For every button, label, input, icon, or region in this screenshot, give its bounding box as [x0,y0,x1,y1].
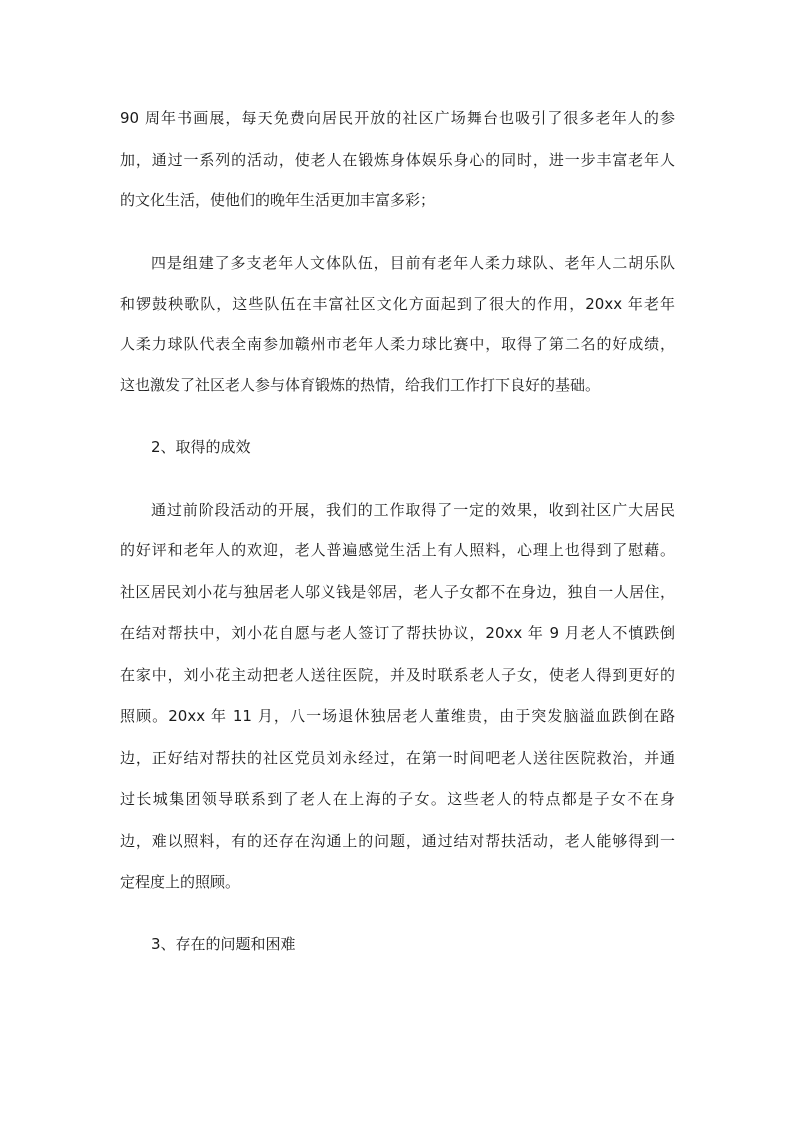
paragraph-line: 和锣鼓秧歌队，这些队伍在丰富社区文化方面起到了很大的作用，20xx 年老年 [120,295,675,313]
paragraph-line: 定程度上的照顾。 [120,873,241,891]
paragraph-line: 过长城集团领导联系到了老人在上海的子女。这些老人的特点都是子女不在身 [120,790,675,808]
paragraph-line: 边，正好结对帮扶的社区党员刘永经过，在第一时间吧老人送往医院救治，并通 [120,749,675,767]
paragraph-line: 边，难以照料，有的还存在沟通上的问题，通过结对帮扶活动，老人能够得到一 [120,832,675,850]
paragraph-line: 的好评和老年人的欢迎，老人普遍感觉生活上有人照料，心理上也得到了慰藉。 [120,541,675,559]
paragraph-line: 通过前阶段活动的开展，我们的工作取得了一定的效果，收到社区广大居民 [151,501,675,519]
paragraph-line: 照顾。20xx 年 11 月，八一场退休独居老人董维贵，由于突发脑溢血跌倒在路 [120,707,675,725]
paragraph-line: 的文化生活，使他们的晚年生活更加丰富多彩； [120,191,436,209]
paragraph-line: 社区居民刘小花与独居老人邬义钱是邻居，老人子女都不在身边，独自一人居住， [120,583,675,601]
paragraph-line: 人柔力球队代表全南参加赣州市老年人柔力球比赛中，取得了第二名的好成绩， [120,335,675,353]
paragraph-line: 在结对帮扶中，刘小花自愿与老人签订了帮扶协议，20xx 年 9 月老人不慎跌倒 [120,624,675,642]
paragraph-line: 在家中，刘小花主动把老人送往医院，并及时联系老人子女，使老人得到更好的 [120,666,675,684]
paragraph-line: 这也激发了社区老人参与体育锻炼的热情，给我们工作打下良好的基础。 [120,376,601,394]
paragraph-line: 四是组建了多支老年人文体队伍，目前有老年人柔力球队、老年人二胡乐队 [151,254,675,272]
section-heading: 2、取得的成效 [151,438,251,456]
paragraph-line: 加，通过一系列的活动，使老人在锻炼身体娱乐身心的同时，进一步丰富老年人 [120,151,675,169]
paragraph-line: 90 周年书画展，每天免费向居民开放的社区广场舞台也吸引了很多老年人的参 [120,109,675,127]
section-heading: 3、存在的问题和困难 [151,935,296,953]
